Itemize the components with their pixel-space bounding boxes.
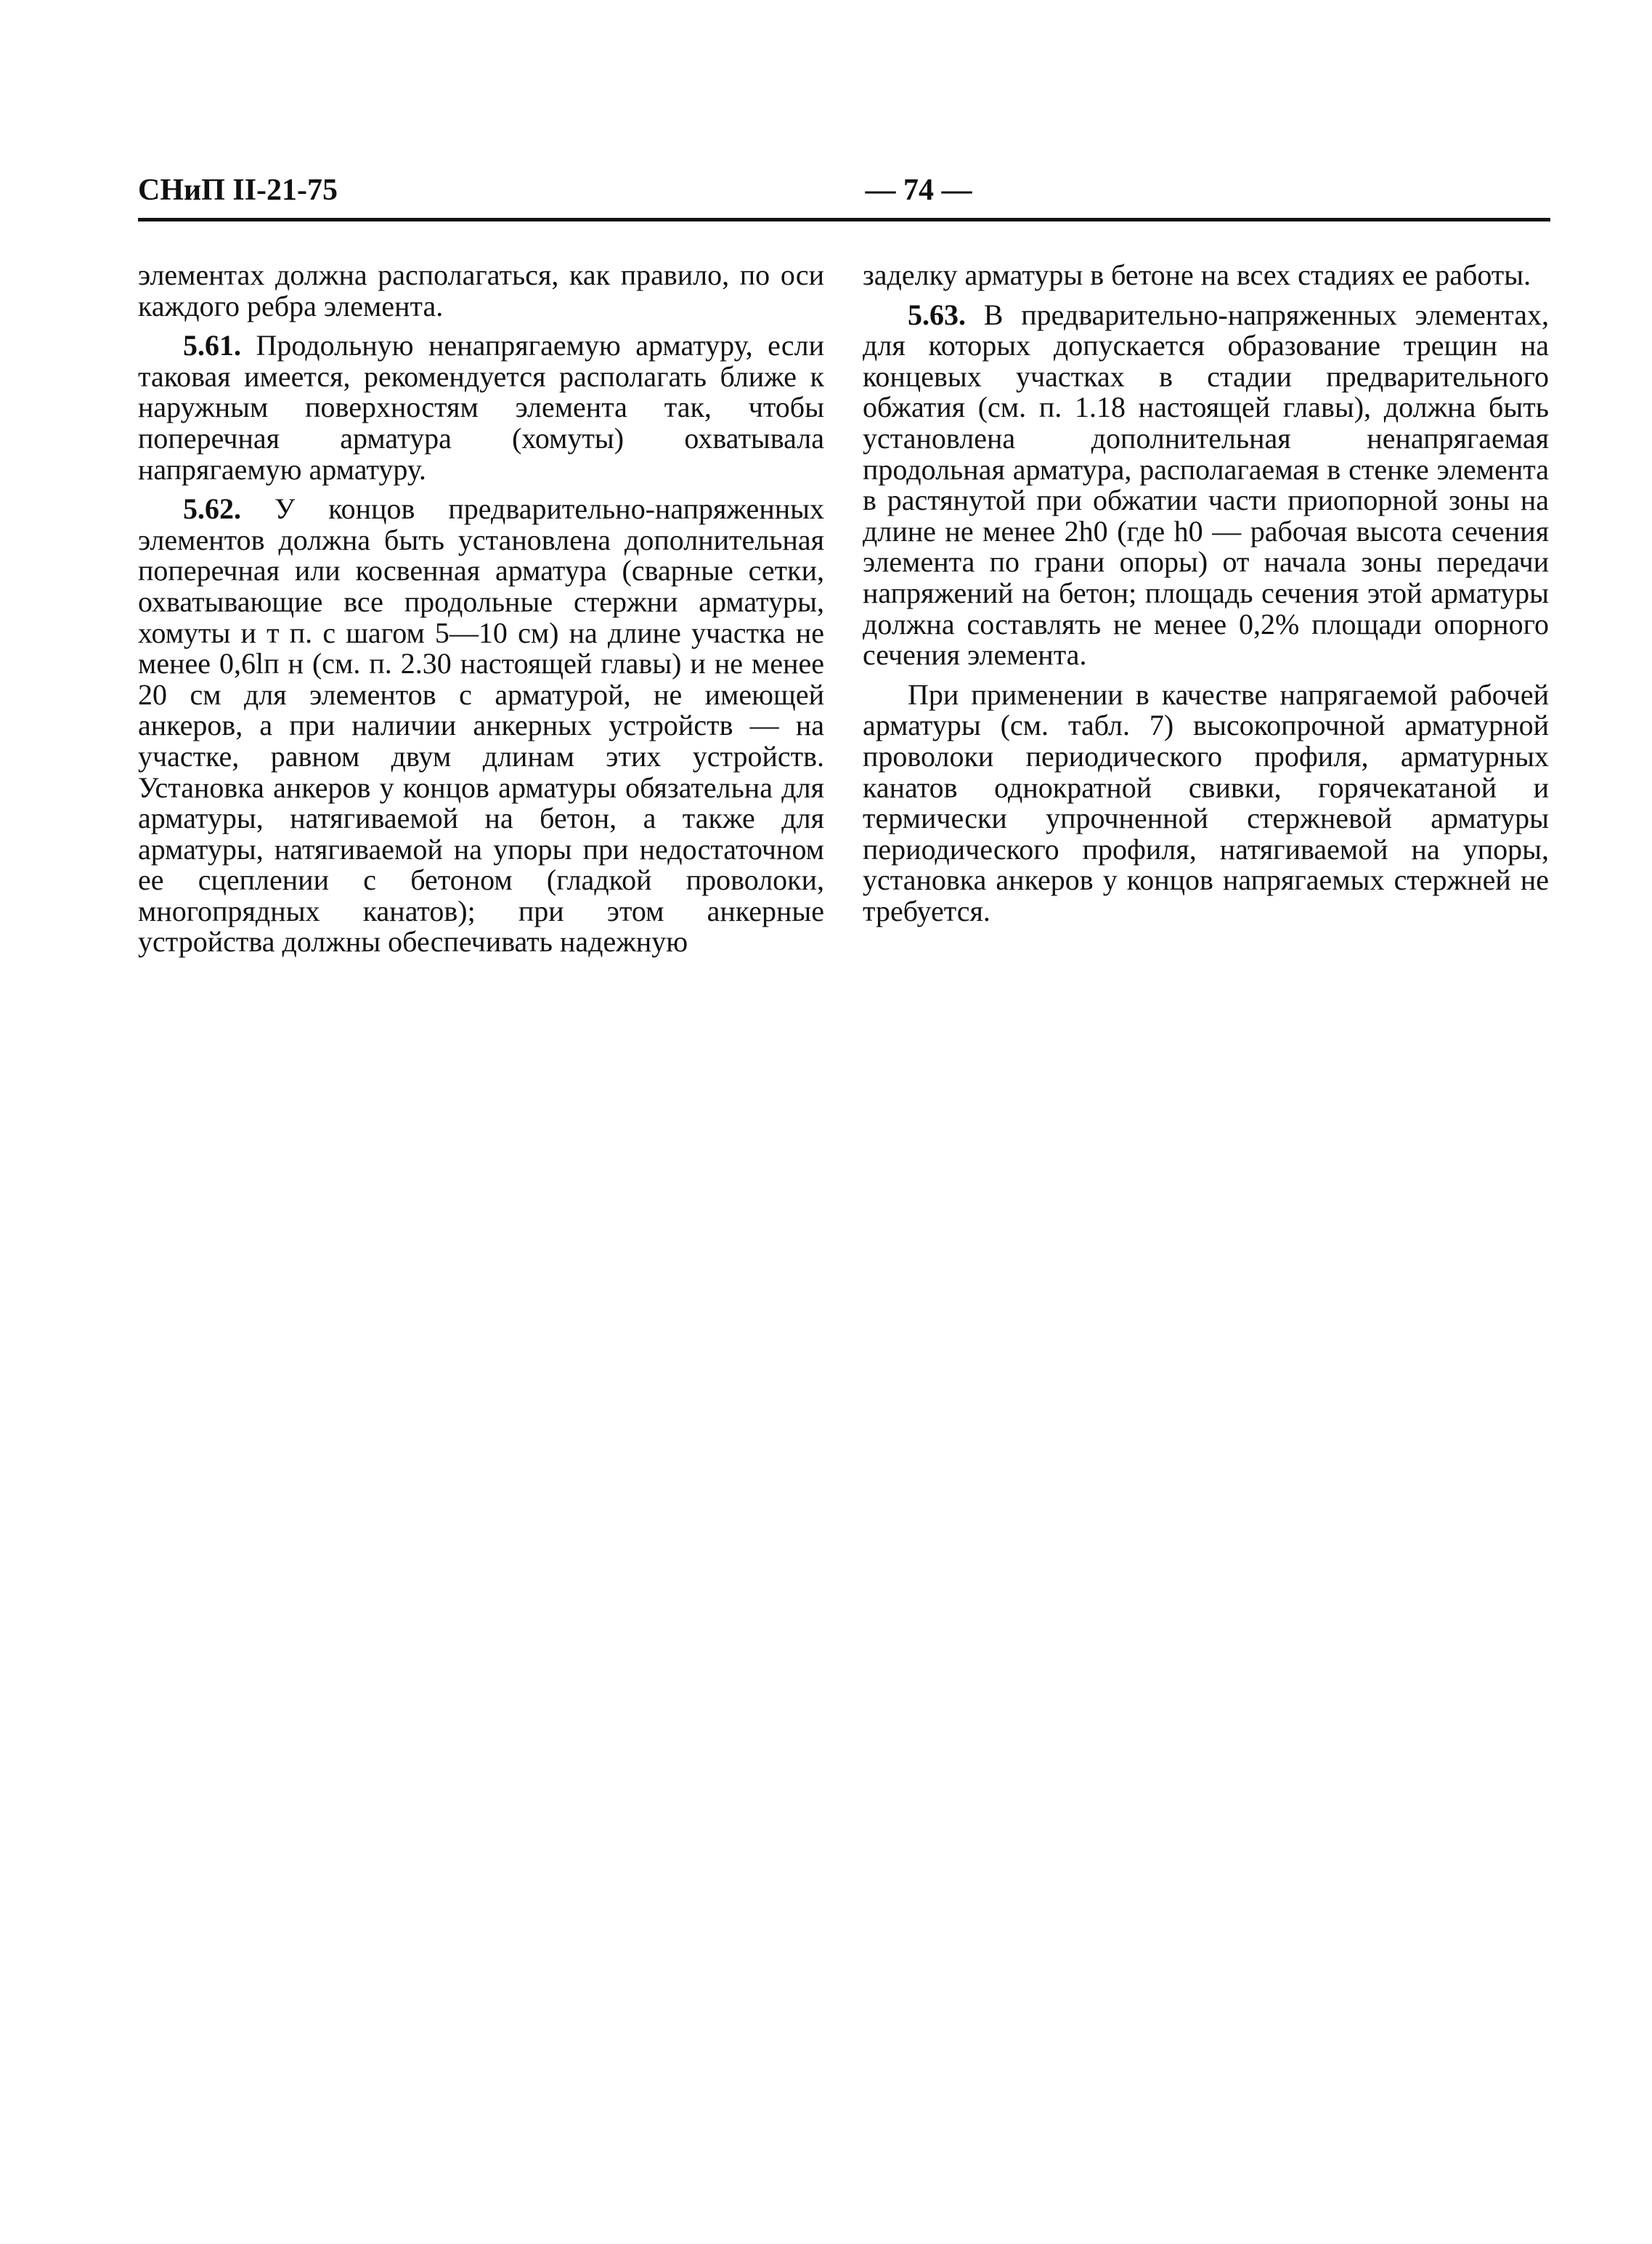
- right-column: [863, 260, 1549, 927]
- header-rule: [138, 218, 1550, 221]
- paragraph-number: 5.63.: [908, 298, 966, 331]
- paragraph-continuation: заделку арматуры в бетоне на всех стадиях ее работы.: [863, 259, 1531, 291]
- paragraph-continuation: элементах должна располагаться, как правило, по оси каждого ребра элемента.: [138, 259, 824, 322]
- page-header: [138, 168, 1550, 224]
- paragraph-number: 5.62.: [183, 492, 241, 526]
- paragraph-5-63: [863, 300, 1549, 671]
- paragraph-text: У концов предварительно-напряженных элементов должна быть установлена дополнительная поперечная или косвенная арматура (сварные сетки, охватывающие все продольные стержни арматуры, хомуты и т п. с шагом 5—10 см) на длине участка не менее 0,6lп н (см. п. 2.30 настоящей главы) и не менее 20 см для элементов с арматурой, не имеющей анкеров, а при наличии анкерных устройств — на участке, равном двум длинам этих устройств. Установка анкеров у концов арматуры обязательна для арматуры, натягиваемой на бетон, а также для арматуры, натягиваемой на упоры при недостаточном ее сцеплении с бетоном (гладкой проволоки, многопрядных канатов); при этом анкерные устройства должны обеспечивать надежную: [138, 492, 824, 959]
- paragraph-5-61: [138, 330, 824, 485]
- paragraph-text: Продольную ненапрягаемую арматуру, если таковая имеется, рекомендуется располагать ближе к наружным поверхностям элемента так, чтобы поперечная арматура (хомуты) охватывала напрягаемую арматуру.: [138, 329, 824, 486]
- paragraph-5-62: [138, 494, 824, 958]
- paragraph-anchors-note: При применении в качестве напрягаемой рабочей арматуры (см. табл. 7) высокопрочной арматурной проволоки периодического профиля, арматурных канатов однократной свивки, горячекатаной и термически упрочненной стержневой арматуры периодического профиля, натягиваемой на упоры, установка анкеров у концов напрягаемых стержней не требуется.: [863, 678, 1549, 927]
- left-column: [138, 260, 824, 958]
- paragraph-number: 5.61.: [183, 329, 241, 362]
- paragraph-text: В предварительно-напряженных элементах, для которых допускается образование трещин на концевых участках в стадии предварительного обжатия (см. п. 1.18 настоящей главы), должна быть установлена дополнительная ненапрягаемая продольная арматура, располагаемая в стенке элемента в растянутой при обжатии части приопорной зоны на длине не менее 2h0 (где h0 — рабочая высота сечения элемента по грани опоры) от начала зоны передачи напряжений на бетон; площадь сечения этой арматуры должна составлять не менее 0,2% площади опорного сечения элемента.: [863, 298, 1549, 672]
- document-code: СНиП II-21-75: [138, 174, 338, 207]
- page-number: — 74 —: [865, 174, 972, 207]
